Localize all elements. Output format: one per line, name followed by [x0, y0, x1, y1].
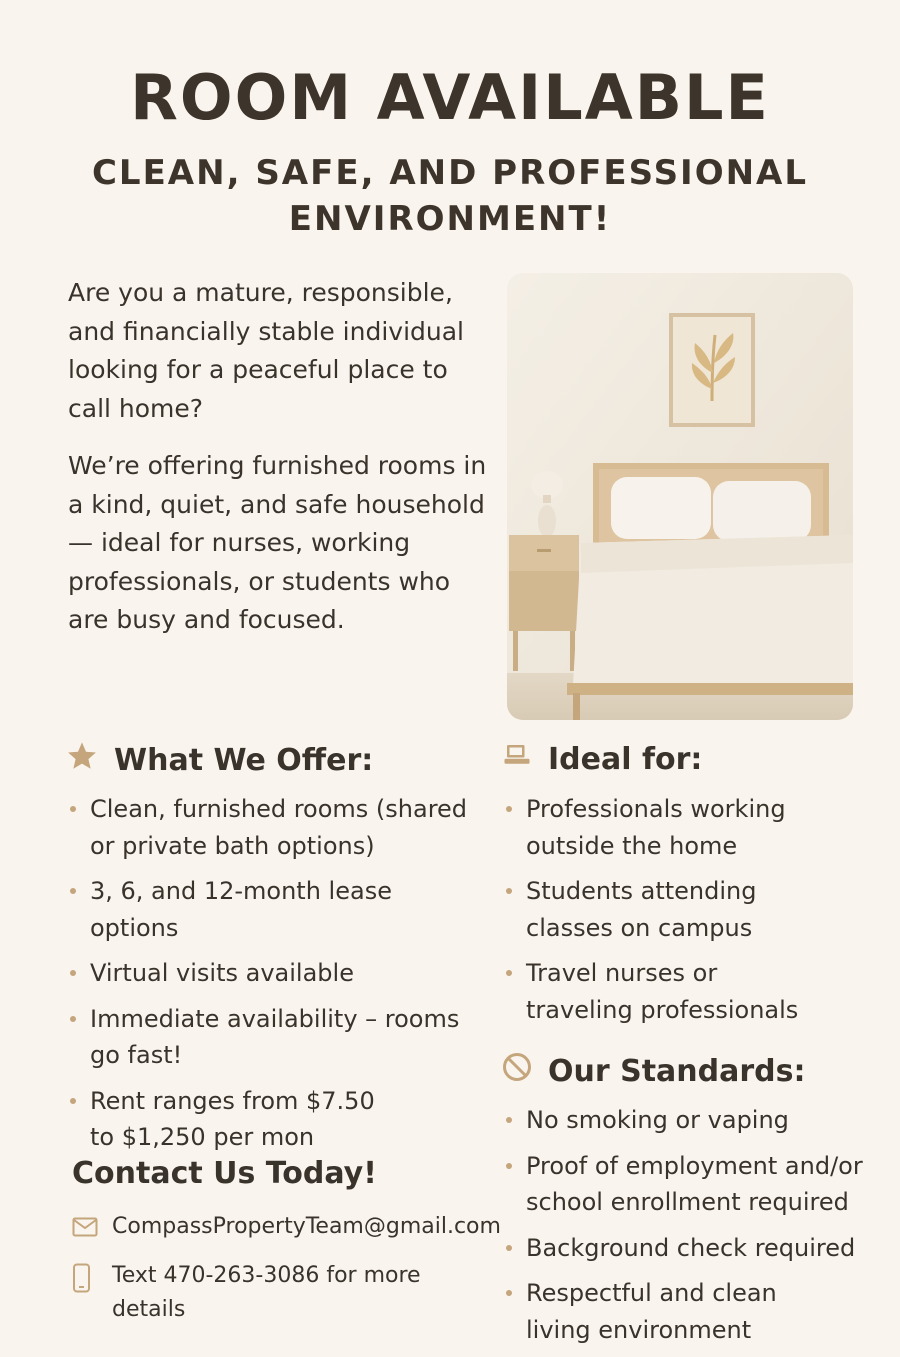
list-item: Proof of employment and/or school enrollment required [504, 1148, 864, 1221]
list-item: Clean, furnished rooms (shared or private bath options) [68, 791, 478, 864]
list-item: Professionals working outside the home [504, 791, 804, 864]
contact-phone-text[interactable]: Text 470-263-3086 for more details [112, 1263, 421, 1322]
intro-paragraph-2: We’re offering furnished rooms in a kind, quiet, and safe household — ideal for nurses, working professionals, or students who are busy and focused. [68, 451, 487, 634]
standards-heading [502, 1052, 806, 1090]
list-item: 3, 6, and 12-month lease options [68, 873, 478, 946]
offer-heading [66, 740, 373, 780]
page-title: ROOM AVAILABLE [130, 61, 770, 134]
contact-heading: Contact Us Today! [72, 1156, 377, 1191]
ideal-heading-label: Ideal for: [548, 741, 703, 777]
list-item: No smoking or vaping [504, 1102, 864, 1139]
offer-heading-label: What We Offer: [114, 742, 374, 778]
ideal-heading [502, 740, 702, 778]
intro-paragraph-1: Are you a mature, responsible, and financially stable individual looking for a peaceful place to call home? [68, 278, 464, 423]
standards-heading-label: Our Standards: [548, 1053, 806, 1089]
list-item: Background check required [504, 1230, 864, 1267]
contact-email-row[interactable] [72, 1210, 501, 1248]
page-subtitle: CLEAN, SAFE, AND PROFESSIONAL ENVIRONMENT! [91, 153, 809, 239]
list-item: Respectful and clean living environment [504, 1275, 806, 1348]
bedroom-photo [507, 273, 853, 720]
standards-list [504, 1102, 864, 1357]
envelope-icon [72, 1210, 112, 1248]
contact-phone-row[interactable] [72, 1259, 472, 1327]
laptop-icon [502, 740, 532, 778]
list-item: Rent ranges from $7.50 to $1,250 per mon [68, 1083, 390, 1156]
star-icon [66, 740, 98, 780]
list-item: Students attending classes on campus [504, 873, 804, 946]
ideal-list [504, 791, 804, 1037]
list-item: Immediate availability – rooms go fast! [68, 1001, 478, 1074]
list-item: Travel nurses or traveling professionals [504, 955, 804, 1028]
list-item: Virtual visits available [68, 955, 478, 992]
phone-icon [72, 1259, 112, 1304]
contact-email-link[interactable]: CompassPropertyTeam@gmail.com [112, 1214, 501, 1239]
offer-list [68, 791, 478, 1165]
no-symbol-icon [502, 1052, 532, 1090]
